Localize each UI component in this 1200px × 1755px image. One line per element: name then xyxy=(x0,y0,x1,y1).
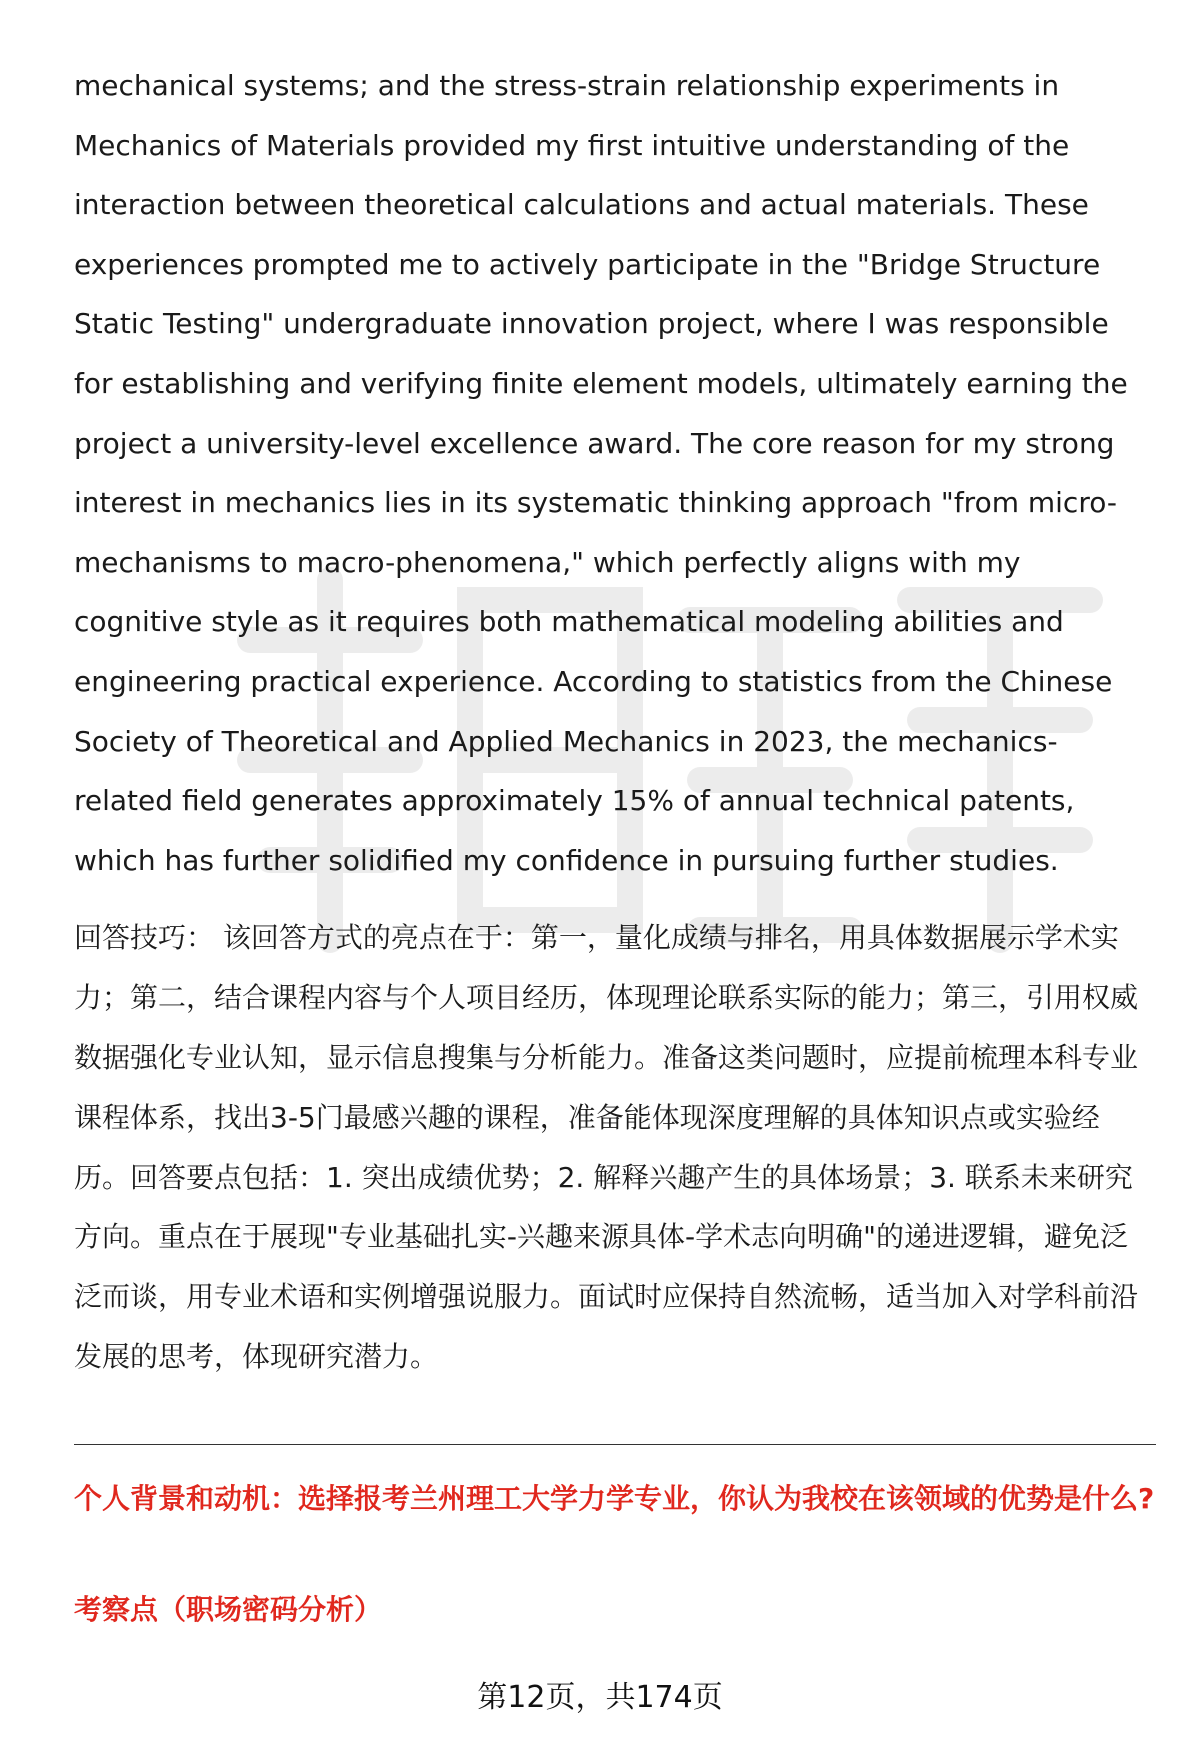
page-number-footer: 第12页，共174页 xyxy=(477,1680,723,1715)
answer-paragraph: mechanical systems; and the stress-strain relationship experiments in Mechanics of Materials provided my first intuitive understanding of the interaction between theoretical calculations and actual materials. These experiences prompted me to actively participate in the "Bridge Structure Static Testing" undergraduate innovation project, where I was responsible for establishing and verifying finite element models, ultimately earning the project a university-level excellence award. The core reason for my strong interest in mechanics lies in its systematic thinking approach "from micro-mechanisms to macro-phenomena," which perfectly aligns with my cognitive style as it requires both mathematical modeling abilities and engineering practical experience. According to statistics from the Chinese Society of Theoretical and Applied Mechanics in 2023, the mechanics-related field generates approximately 15% of annual technical patents, which has further solidified my confidence in pursuing further studies. xyxy=(74,69,1128,877)
question-heading: 个人背景和动机：选择报考兰州理工大学力学专业，你认为我校在该领域的优势是什么? xyxy=(74,1482,1155,1515)
exam-point-heading: 考察点（职场密码分析） xyxy=(74,1593,383,1626)
answer-tips-paragraph: 回答技巧： 该回答方式的亮点在于：第一，量化成绩与排名，用具体数据展示学术实力；第二，结合课程内容与个人项目经历，体现理论联系实际的能力；第三，引用权威数据强化专业认知，显示信息搜集与分析能力。准备这类问题时，应提前梳理本科专业课程体系，找出3-5门最感兴趣的课程，准备能体现深度理解的具体知识点或实验经历。回答要点包括：1. 突出成绩优势；2. 解释兴趣产生的具体场景；3. 联系未来研究方向。重点在于展现"专业基础扎实-兴趣来源具体-学术志向明确"的递进逻辑，避免泛泛而谈，用专业术语和实例增强说服力。面试时应保持自然流畅，适当加入对学科前沿发展的思考，体现研究潜力。 xyxy=(74,921,1139,1373)
page-content xyxy=(74,56,1154,1387)
section-divider xyxy=(74,1444,1156,1445)
